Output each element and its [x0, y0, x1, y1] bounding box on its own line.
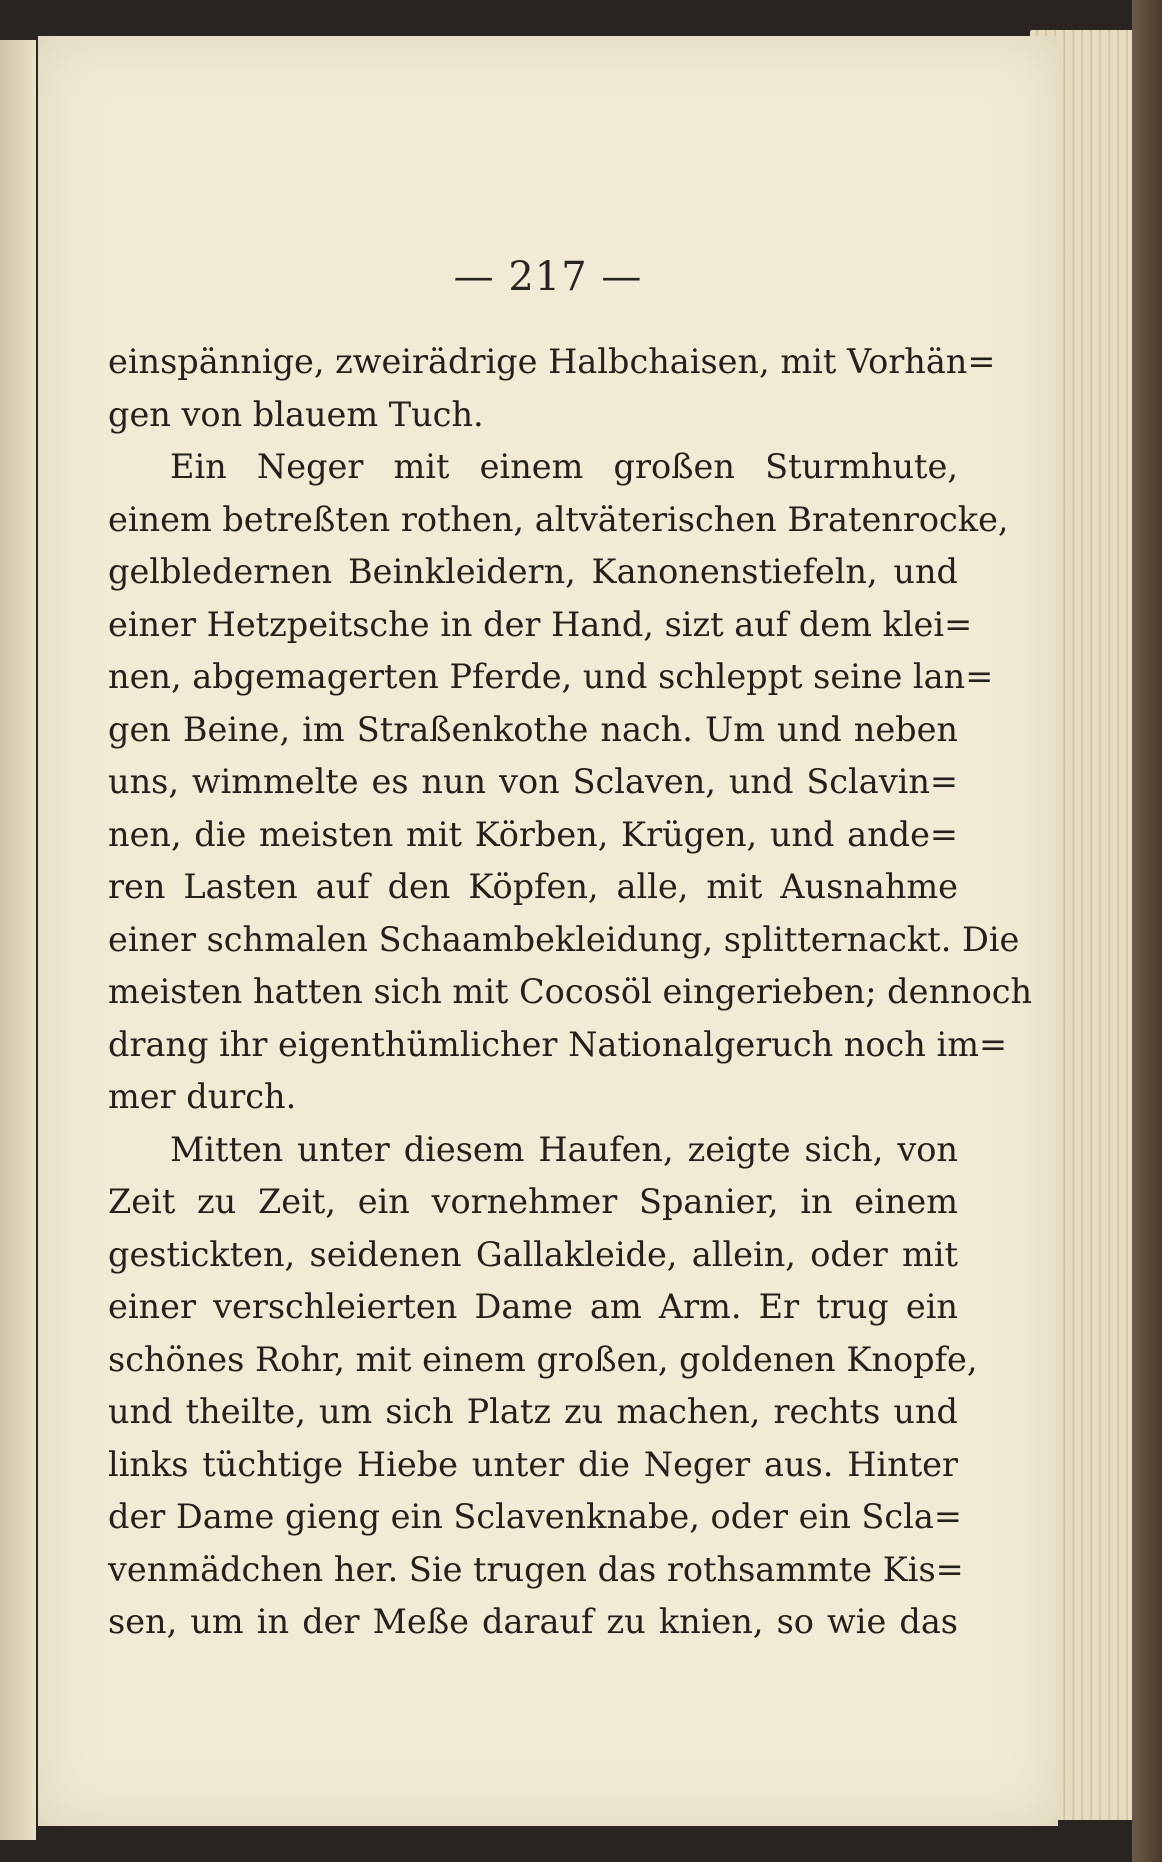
text-line: gen von blauem Tuch.: [108, 394, 484, 434]
body-text: [108, 336, 1033, 1649]
text-line: einer verschleierten Dame am Arm. Er trug ein: [108, 1287, 958, 1326]
text-line: schönes Rohr, mit einem großen, goldenen Knopfe,: [108, 1339, 978, 1379]
text-line: nen, abgemagerten Pferde, und schleppt seine lan=: [108, 657, 994, 696]
text-line: mer durch.: [108, 1077, 297, 1116]
text-line: Ein Neger mit einem großen Sturmhute,: [170, 447, 958, 486]
text-line: einer Hetzpeitsche in der Hand, sizt auf dem klei=: [108, 604, 973, 644]
text-line: nen, die meisten mit Körben, Krügen, und ande=: [108, 814, 958, 854]
cover-edge: [1132, 0, 1162, 1862]
text-line: einem betreßten rothen, altväterischen Bratenrocke,: [108, 499, 1009, 539]
text-line: einer schmalen Schaambekleidung, splitternackt. Die: [108, 919, 1020, 959]
book-page: [38, 36, 1058, 1826]
text-line: meisten hatten sich mit Cocosöl eingerieben; dennoch: [108, 972, 1033, 1011]
text-line: einspännige, zweirädrige Halbchaisen, mit Vorhän=: [108, 342, 996, 381]
text-line: ren Lasten auf den Köpfen, alle, mit Ausnahme: [108, 867, 958, 906]
page-number-header: — 217 —: [453, 254, 643, 300]
text-line: links tüchtige Hiebe unter die Neger aus. Hinter: [108, 1444, 958, 1484]
text-line: der Dame gieng ein Sclavenknabe, oder ein Scla=: [108, 1497, 962, 1536]
text-line: Mitten unter diesem Haufen, zeigte sich, von: [170, 1129, 958, 1169]
text-line: gen Beine, im Straßenkothe nach. Um und neben: [108, 709, 958, 749]
left-page-edge: [0, 40, 36, 1840]
text-line: uns, wimmelte es nun von Sclaven, und Sclavin=: [108, 762, 958, 801]
text-line: venmädchen her. Sie trugen das rothsammte Kis=: [108, 1549, 964, 1589]
text-line: sen, um in der Meße darauf zu knien, so wie das: [108, 1602, 958, 1641]
text-line: gelbledernen Beinkleidern, Kanonenstiefeln, und: [108, 552, 958, 591]
text-line: drang ihr eigenthümlicher Nationalgeruch noch im=: [108, 1024, 1008, 1064]
text-line: Zeit zu Zeit, ein vornehmer Spanier, in einem: [108, 1182, 958, 1221]
text-line: und theilte, um sich Platz zu machen, rechts und: [108, 1392, 958, 1431]
text-line: gestickten, seidenen Gallakleide, allein, oder mit: [108, 1234, 958, 1274]
